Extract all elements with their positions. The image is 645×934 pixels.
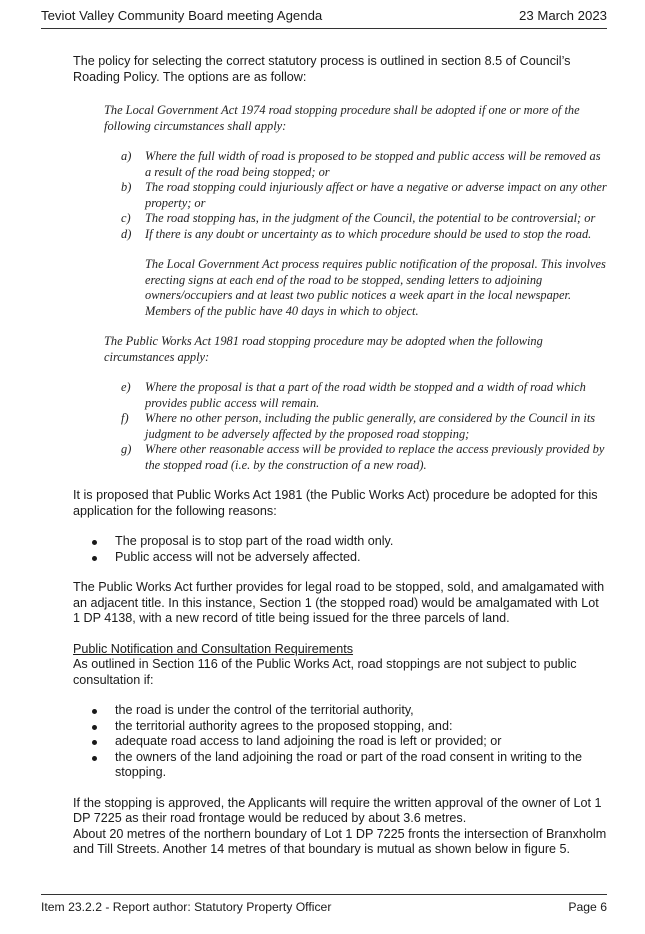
- bullet-icon: [92, 740, 97, 745]
- conditions-list: [73, 703, 609, 781]
- list-text: the territorial authority agrees to the proposed stopping, and:: [115, 718, 453, 733]
- list-item: [92, 534, 609, 550]
- pwa-criteria-list: [73, 380, 609, 473]
- list-text: Where other reasonable access will be provided to replace the access previously provided by the stopped road (i.e. by the construction of a new road).: [145, 442, 605, 472]
- approval-paragraph: If the stopping is approved, the Applicants will require the written approval of the owner of Lot 1 DP 7225 as their road frontage would be reduced by about 3.6 metres.: [73, 795, 602, 825]
- bullet-icon: [92, 756, 97, 761]
- bullet-icon: [92, 709, 97, 714]
- notification-intro: As outlined in Section 116 of the Public Works Act, road stoppings are not subject to public consultation if:: [73, 657, 577, 687]
- proposal-paragraph: It is proposed that Public Works Act 1981 (the Public Works Act) procedure be adopted for this application for the following reasons:: [73, 488, 598, 518]
- intro-paragraph: The policy for selecting the correct statutory process is outlined in section 8.5 of Council’s Roading Policy. The options are as follow:: [73, 54, 571, 84]
- list-text: the owners of the land adjoining the road or part of the road consent in writing to the stopping.: [115, 749, 582, 779]
- list-label: f): [121, 411, 129, 425]
- list-item: [92, 550, 609, 566]
- list-text: The road stopping could injuriously affect or have a negative or adverse impact on any other property; or: [145, 180, 607, 210]
- reasons-list: [73, 534, 609, 565]
- pwa-further-paragraph: The Public Works Act further provides for legal road to be stopped, sold, and amalgamated with an adjacent title. In this instance, Section 1 (the stopped road) would be amalgamated with Lot 1 DP 4138, with a new record of title being issued for the three parcels of land.: [73, 580, 605, 625]
- list-text: the road is under the control of the territorial authority,: [115, 703, 414, 717]
- list-label: b): [121, 180, 132, 194]
- list-item: [121, 211, 609, 227]
- list-item: [121, 442, 609, 473]
- bullet-icon: [92, 540, 97, 545]
- list-label: c): [121, 211, 131, 225]
- list-item: [121, 380, 609, 411]
- list-item: [121, 149, 609, 180]
- list-item: [121, 411, 609, 442]
- page-header: [41, 6, 607, 29]
- list-label: e): [121, 380, 131, 394]
- bullet-icon: [92, 725, 97, 730]
- boundary-paragraph: About 20 metres of the northern boundary of Lot 1 DP 7225 fronts the intersection of Branxholm and Till Streets. Another 14 metres of that boundary is mutual as shown below in figure 5.: [73, 826, 607, 856]
- list-label: g): [121, 442, 132, 456]
- list-label: d): [121, 226, 132, 241]
- bullet-icon: [92, 556, 97, 561]
- list-text: Public access will not be adversely affected.: [115, 549, 361, 564]
- list-text: adequate road access to land adjoining the road is left or provided; or: [115, 734, 502, 748]
- list-text: If there is any doubt or uncertainty as to which procedure should be used to stop the road.: [145, 226, 592, 241]
- list-text: Where the full width of road is proposed to be stopped and public access will be removed as a result of the road being stopped; or: [145, 149, 601, 179]
- list-text: Where no other person, including the public generally, are considered by the Council in its judgment to be adversely affected by the proposed road stopping;: [145, 411, 596, 441]
- list-item: [121, 227, 609, 243]
- list-item: [92, 703, 609, 719]
- agenda-date: 23 March 2023: [519, 8, 607, 23]
- page-number: Page 6: [568, 900, 607, 914]
- list-text: The road stopping has, in the judgment of the Council, the potential to be controversial; or: [145, 211, 596, 225]
- list-item: [92, 734, 609, 750]
- pwa-intro: The Public Works Act 1981 road stopping procedure may be adopted when the following circumstances apply:: [104, 334, 543, 364]
- document-body: [73, 54, 609, 858]
- list-text: The proposal is to stop part of the road width only.: [115, 534, 394, 548]
- list-item: [92, 750, 609, 781]
- report-item: Item 23.2.2 - Report author: Statutory Property Officer: [41, 900, 332, 914]
- agenda-title: Teviot Valley Community Board meeting Agenda: [41, 8, 323, 23]
- list-label: a): [121, 149, 132, 163]
- list-item: [92, 719, 609, 735]
- page-footer: [41, 894, 607, 917]
- notification-heading: Public Notification and Consultation Requirements: [73, 641, 354, 656]
- lga-intro: The Local Government Act 1974 road stopping procedure shall be adopted if one or more of the following circumstances shall apply:: [104, 103, 580, 133]
- list-text: Where the proposal is that a part of the road width be stopped and a width of road which provides public access will remain.: [145, 380, 586, 410]
- list-item: [121, 180, 609, 211]
- lga-process-paragraph: The Local Government Act process requires public notification of the proposal. This involves erecting signs at each end of the road to be stopped, sending letters to adjoining owners/occupiers and at least two public notices a week apart in the local newspaper. Members of the public have 40 days in which to object.: [145, 257, 606, 318]
- lga-criteria-list: [73, 149, 609, 242]
